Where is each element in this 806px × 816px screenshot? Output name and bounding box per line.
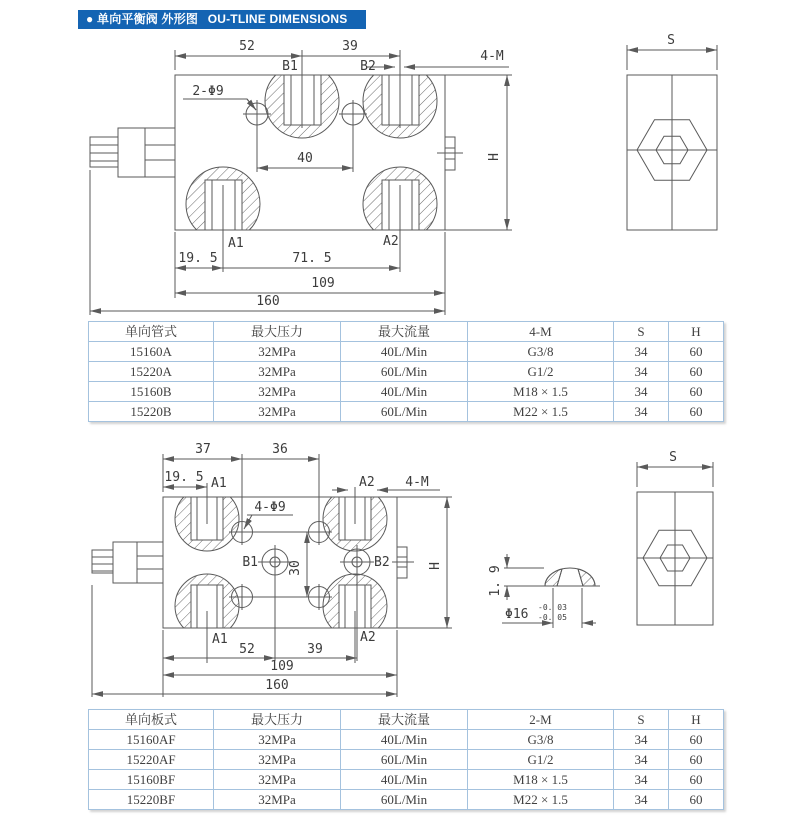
table2-header-s: S xyxy=(614,710,669,730)
table-cell: 34 xyxy=(614,730,669,750)
table-cell: 32MPa xyxy=(214,382,341,402)
dim-s: S xyxy=(667,33,675,48)
table-cell: 32MPa xyxy=(214,362,341,382)
ext-lines-30 xyxy=(252,532,312,597)
table-cell: G3/8 xyxy=(468,342,614,362)
table-cell: 32MPa xyxy=(214,770,341,790)
dim-40: 40 xyxy=(297,151,313,166)
table-cell: 34 xyxy=(614,402,669,422)
table-cell: 34 xyxy=(614,382,669,402)
table-cell: 60L/Min xyxy=(341,750,468,770)
side-centerlines xyxy=(627,75,717,230)
table-cell: 60 xyxy=(669,362,724,382)
dim-71-5: 71. 5 xyxy=(292,251,332,266)
port-label-a2: A2 xyxy=(383,234,399,249)
table-cell: 60 xyxy=(669,730,724,750)
side-centerlines-2 xyxy=(637,492,713,625)
table2-header-h: H xyxy=(669,710,724,730)
table-cell: G1/2 xyxy=(468,362,614,382)
table-cell: 40L/Min xyxy=(341,382,468,402)
table-cell: 15220BF xyxy=(89,790,214,810)
adjustment-stem-2 xyxy=(92,542,163,583)
table-cell: M22 × 1.5 xyxy=(468,402,614,422)
table-cell: 40L/Min xyxy=(341,730,468,750)
table-cell: 40L/Min xyxy=(341,770,468,790)
dim-s-2: S xyxy=(669,450,677,465)
port-label-a2-bot: A2 xyxy=(360,630,376,645)
port-label-b2: B2 xyxy=(360,59,376,74)
table-cell: 40L/Min xyxy=(341,342,468,362)
table-cell: G3/8 xyxy=(468,730,614,750)
dim-phi16-tol-lower: -0. 05 xyxy=(538,613,567,622)
port-label-a1-bot: A1 xyxy=(212,632,228,647)
table-cell: G1/2 xyxy=(468,750,614,770)
port-label-b2-2: B2 xyxy=(374,555,390,570)
port-label-b1-2: B1 xyxy=(242,555,258,570)
table-cell: M18 × 1.5 xyxy=(468,770,614,790)
thread-label-4m-2: 4-M xyxy=(405,475,429,490)
boss-detail xyxy=(488,554,600,628)
thread-label-4m: 4-M xyxy=(480,49,504,64)
leader-2phi9 xyxy=(183,99,256,110)
table-cell: 15160B xyxy=(89,382,214,402)
table1-header-thread: 4-M xyxy=(468,322,614,342)
dim-30: 30 xyxy=(288,560,303,576)
table-cell: 15220B xyxy=(89,402,214,422)
plate-type-spec-table xyxy=(88,709,724,810)
table1-header-h: H xyxy=(669,322,724,342)
table-cell: 60 xyxy=(669,342,724,362)
table-cell: 60 xyxy=(669,790,724,810)
table-cell: 60L/Min xyxy=(341,402,468,422)
table-cell: 34 xyxy=(614,750,669,770)
dim-19-5: 19. 5 xyxy=(178,251,218,266)
table1-header-max-pressure: 最大压力 xyxy=(214,322,341,342)
table-cell: 34 xyxy=(614,770,669,790)
table2-header-max-pressure: 最大压力 xyxy=(214,710,341,730)
table-cell: 60 xyxy=(669,382,724,402)
table-cell: 15160AF xyxy=(89,730,214,750)
dim-109-2: 109 xyxy=(270,659,294,674)
adjustment-stem xyxy=(90,128,175,177)
table-cell: 60 xyxy=(669,402,724,422)
table-cell: 32MPa xyxy=(214,402,341,422)
table2-header-thread: 2-M xyxy=(468,710,614,730)
header-title-en: OU-TLINE DIMENSIONS xyxy=(207,12,348,26)
dim-phi16: Φ16 xyxy=(505,607,529,622)
table1-header-model: 单向管式 xyxy=(89,322,214,342)
side-port-tab xyxy=(437,137,463,170)
port-label-b1: B1 xyxy=(282,59,298,74)
table2-header-model: 单向板式 xyxy=(89,710,214,730)
dim-phi16-tol-upper: -0. 03 xyxy=(538,603,567,612)
dim-160: 160 xyxy=(256,294,280,309)
table-cell: 60L/Min xyxy=(341,362,468,382)
table-cell: 60 xyxy=(669,770,724,790)
table2-header-max-flow: 最大流量 xyxy=(341,710,468,730)
drawing1-side-view xyxy=(627,33,717,230)
dim-52: 52 xyxy=(239,39,255,54)
dim-39-2: 39 xyxy=(307,642,323,657)
table-cell: 34 xyxy=(614,342,669,362)
table-cell: M22 × 1.5 xyxy=(468,790,614,810)
dim-36: 36 xyxy=(272,442,288,457)
table-cell: 32MPa xyxy=(214,730,341,750)
header-title-cn: 单向平衡阀 外形图 xyxy=(97,12,199,26)
table-cell: 32MPa xyxy=(214,750,341,770)
holes-label-4phi9: 4-Φ9 xyxy=(254,500,286,515)
table-cell: 15220AF xyxy=(89,750,214,770)
side-port-tab-2 xyxy=(392,547,414,578)
table-cell: 15220A xyxy=(89,362,214,382)
dim-39: 39 xyxy=(342,39,358,54)
table-cell: 15160A xyxy=(89,342,214,362)
dim-h: H xyxy=(487,153,502,161)
dim-1-9: 1. 9 xyxy=(488,565,503,597)
table1-header-s: S xyxy=(614,322,669,342)
table1-header-max-flow: 最大流量 xyxy=(341,322,468,342)
table-cell: 34 xyxy=(614,790,669,810)
dim-109: 109 xyxy=(311,276,335,291)
port-label-a1: A1 xyxy=(228,236,244,251)
drawing1-pipe-valve xyxy=(90,39,512,315)
table-cell: 15160BF xyxy=(89,770,214,790)
leader-2phi9-arrow xyxy=(247,99,256,110)
dim-h-2: H xyxy=(428,562,443,570)
table-cell: 34 xyxy=(614,362,669,382)
dim-19-5-2: 19. 5 xyxy=(164,470,204,485)
table-cell: 60L/Min xyxy=(341,790,468,810)
dim-160-2: 160 xyxy=(265,678,289,693)
port-label-a2-top: A2 xyxy=(359,475,375,490)
ext-lines-s xyxy=(627,45,717,70)
pipe-type-spec-table xyxy=(88,321,724,422)
table-cell: 60 xyxy=(669,750,724,770)
port-label-a1-top: A1 xyxy=(211,476,227,491)
drawing2-side-view xyxy=(637,450,713,625)
holes-label-2phi9: 2-Φ9 xyxy=(192,84,224,99)
drawing2-plate-valve xyxy=(92,442,452,697)
dim-52-2: 52 xyxy=(239,642,255,657)
ext-lines-1-9 xyxy=(504,568,544,586)
ext-lines-s-2 xyxy=(637,462,713,487)
table-cell: M18 × 1.5 xyxy=(468,382,614,402)
table-cell: 32MPa xyxy=(214,790,341,810)
dim-37: 37 xyxy=(195,442,211,457)
table-cell: 32MPa xyxy=(214,342,341,362)
header-bullet-icon: ● xyxy=(86,12,94,26)
